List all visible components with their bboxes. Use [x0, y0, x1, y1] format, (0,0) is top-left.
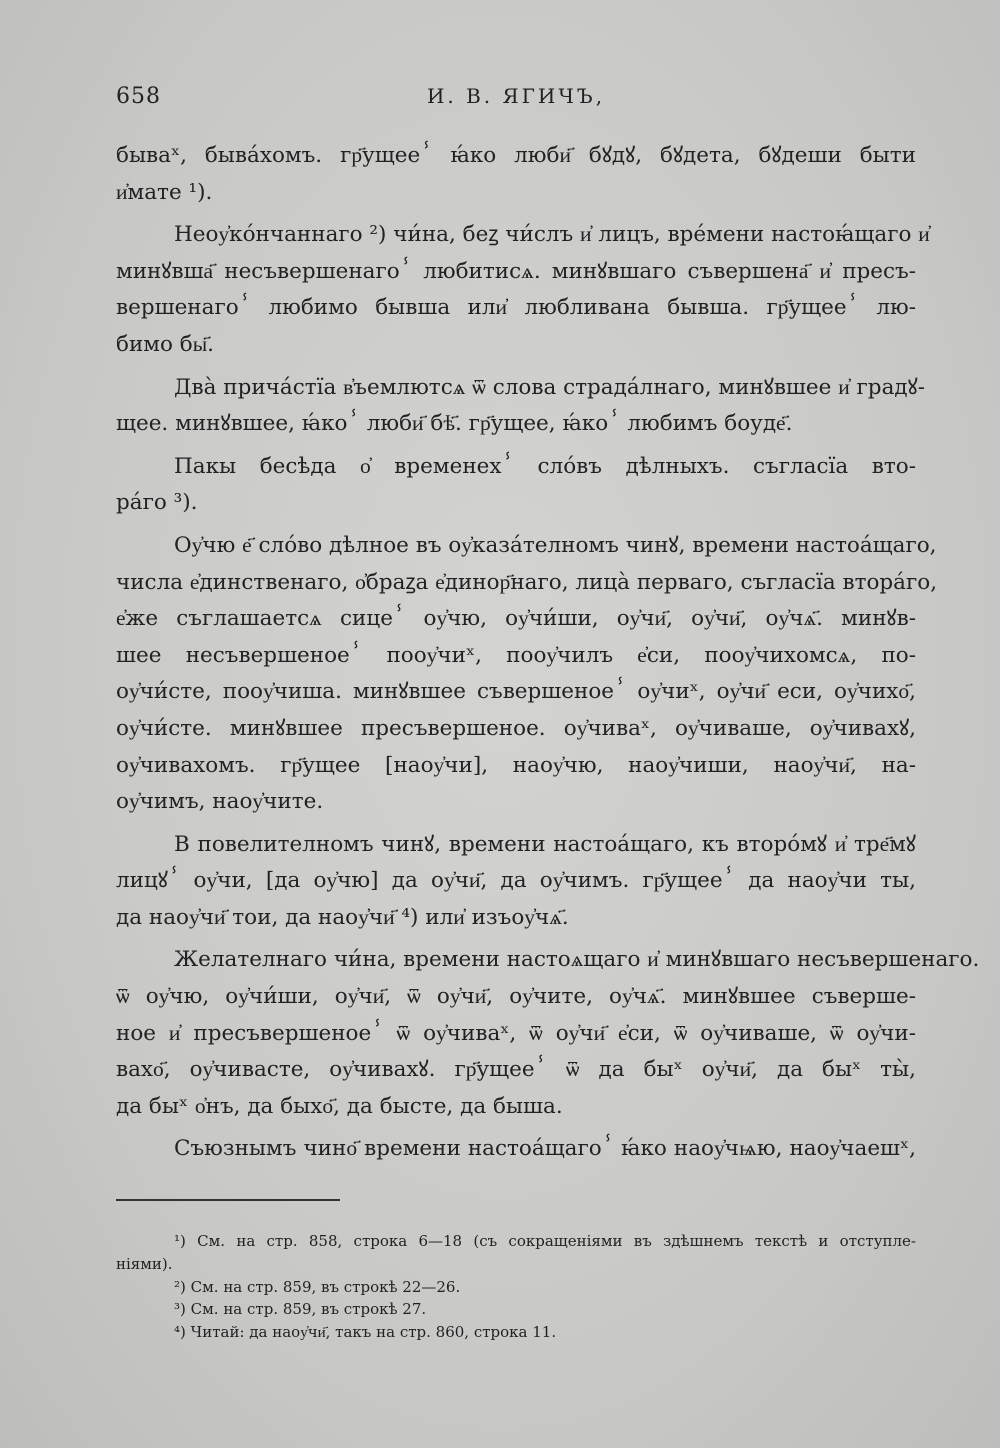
text-line: Пакы бесѣда о҆ временехⸯ сло́въ дѣлныхъ. съгласїа вто-: [174, 453, 916, 479]
text-line: и҆мате ¹).: [116, 179, 213, 205]
text-line: Два̀ прича́стїа в҆ъемлютсѧ ѿ слова страда́лнаго, минꙋвшее и҆ градꙋ-: [174, 374, 925, 400]
text-line: ѿ оу҆чю, оу҆чи́ши, оу҆чи҃, ѿ оу҆чи҃, оу҆чите, оу҆чѧ҃. минꙋвшее съверше-: [116, 984, 916, 1010]
text-line: В повелителномъ чинꙋ, времени настоа́щаго, къ второ́мꙋ и҆ тре҃мꙋ: [174, 831, 916, 857]
text-line: Желателнаго чи́на, времени настоѧщаго и҆ минꙋвшаго несъвершенаго.: [174, 947, 980, 973]
text-line: Неоу҆ко́нчаннаго ²) чи́на, беꙁ чи́слъ и҆ лицъ, вре́мени настоꙗ́щаго и҆: [174, 222, 930, 248]
page-header: [116, 84, 916, 118]
body-text: [116, 138, 980, 1168]
text-line: Съюзнымъ чино҃ времени настоа́щагоⸯ ꙗ́ко наоу҆чѩю, наоу҆чаешˣ,: [174, 1136, 916, 1162]
text-line: да быˣ о҆нъ, да быхо҃, да бысте, да быша.: [116, 1093, 563, 1119]
footnote-separator-rule: [116, 1199, 340, 1201]
text-line: ное и҆ пресъвершеноеⸯ ѿ оу҆чиваˣ, ѿ оу҆чи҃ е҆си, ѿ оу҆чиваше, ѿ оу҆чи-: [116, 1020, 916, 1046]
footnote-line: ²) См. на стр. 859, въ строкѣ 22—26.: [174, 1277, 461, 1296]
text-line: вахо҃, оу҆чивасте, оу҆чивахꙋ. гр҃ущееⸯ ѿ да быˣ оу҆чи҃, да быˣ ты̀,: [116, 1057, 916, 1083]
text-line: вершенагоⸯ любимо бывша или҆ любливана бывша. гр҃ущееⸯ лю-: [116, 295, 916, 321]
text-line: ра́го ³).: [116, 490, 198, 516]
text-line: бываˣ, быва́хомъ. гр҃ущееⸯ ꙗ́ко люби҃ бꙋдꙋ, бꙋдета, бꙋдеши быти: [116, 143, 916, 168]
text-line: шее несъвершеноеⸯ пооу҆чиˣ, пооу҆чилъ е҆си, пооу҆чихомсѧ, по-: [116, 642, 916, 668]
running-head: И. В. ЯГИЧЪ,: [426, 84, 606, 108]
text-line: да наоу҆чи҃ тои, да наоу҆чи҃ ⁴) или҆ изъоу҆чѧ҃.: [116, 904, 569, 930]
footnotes: [116, 1230, 916, 1344]
footnote-line: ⁴) Читай: да наоу҆чи҃, такъ на стр. 860, строка 11.: [174, 1323, 557, 1342]
footnote-line: ³) См. на стр. 859, въ строкѣ 27.: [174, 1300, 427, 1319]
text-line: числа е҆динственаго, о҆браꙁа е҆динор҃наго, лица̀ перваго, съгласїа втора́го,: [116, 569, 938, 595]
text-line: щее. минꙋвшее, ꙗ́коⸯ люби҃ бѣ҃. гр҃ущее, ꙗ́коⸯ любимъ боуде҃.: [116, 411, 793, 437]
text-line: минꙋвша҃ несъвершенагоⸯ любитисѧ. минꙋвшаго съвершена҃ и҆ пресъ-: [116, 258, 916, 284]
footnote-line: ніями).: [116, 1254, 173, 1273]
text-line: бимо бы҃.: [116, 331, 214, 357]
page-number: 658: [116, 84, 161, 109]
text-line: оу҆чи́сте, пооу҆чиша. минꙋвшее съвершеноеⸯ оу҆чиˣ, оу҆чи҃ еси, оу҆чихо҃,: [116, 679, 916, 705]
footnote-line: ¹) См. на стр. 858, строка 6—18 (съ сокращеніями въ здѣшнемъ текстѣ и отступле-: [174, 1232, 916, 1250]
text-line: Оу҆чю е҃ сло́во дѣлное въ оу҆каза́телномъ чинꙋ, времени настоа́щаго,: [174, 532, 937, 558]
text-line: оу҆чи́сте. минꙋвшее пресъвершеное. оу҆чиваˣ, оу҆чиваше, оу҆чивахꙋ,: [116, 715, 916, 741]
text-line: е҆же съглашаетсѧ сицеⸯ оу҆чю, оу҆чи́ши, оу҆чи҃, оу҆чи҃, оу҆чѧ҃. минꙋв-: [116, 606, 916, 632]
text-line: лицꙋⸯ оу҆чи, [да оу҆чю] да оу҆чи҃, да оу҆чимъ. гр҃ущееⸯ да наоу҆чи ты,: [116, 868, 916, 894]
text-line: оу҆чимъ, наоу҆чите.: [116, 789, 324, 815]
text-line: оу҆чивахомъ. гр҃ущее [наоу҆чи], наоу҆чю, наоу҆чиши, наоу҆чи҃, на-: [116, 752, 916, 778]
